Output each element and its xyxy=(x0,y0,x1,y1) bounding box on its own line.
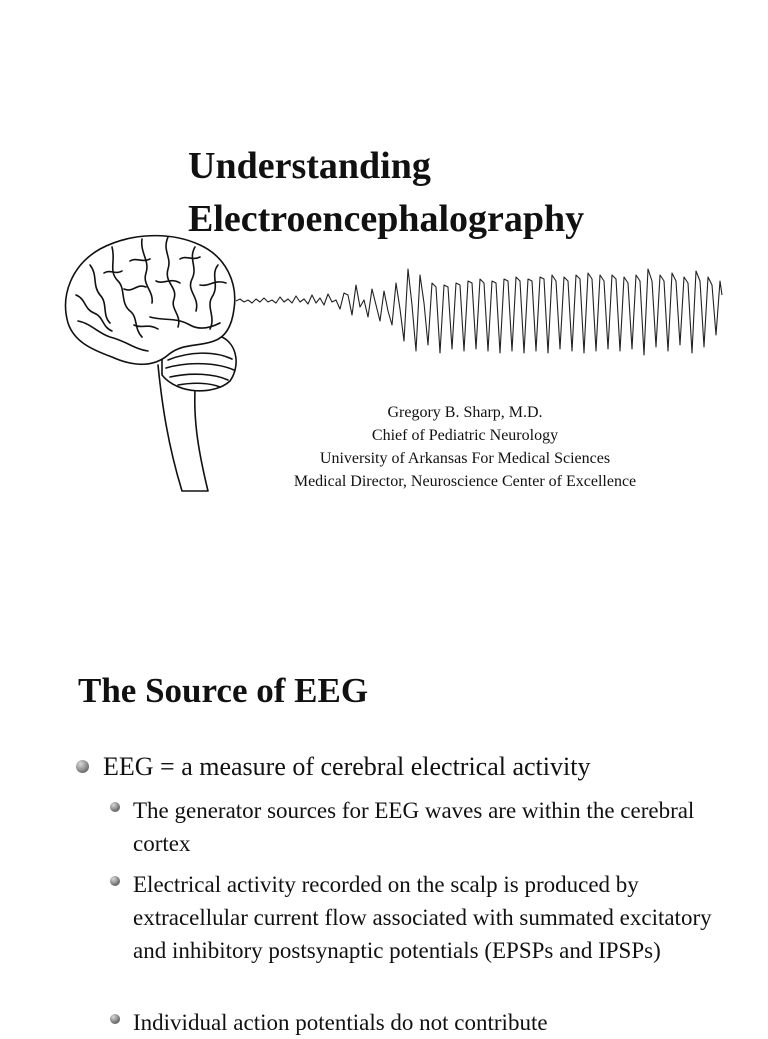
author-info xyxy=(240,401,690,493)
sub-bullet-3: Individual action potentials do not contribute xyxy=(133,1010,548,1035)
eeg-waveform xyxy=(236,269,722,355)
sub-bullet-2: Electrical activity recorded on the scalp is produced by extracellular current flow associated with summated excitatory and inhibitory postsynaptic potentials (EPSPs and IPSPs) xyxy=(133,872,712,963)
title-line-1: Understanding xyxy=(188,145,431,187)
bullet-icon xyxy=(110,802,120,812)
author-position: Chief of Pediatric Neurology xyxy=(371,427,559,444)
title-line-2: Electroencephalography xyxy=(188,198,585,240)
author-role: Medical Director, Neuroscience Center of Excellence xyxy=(293,473,637,490)
content-slide xyxy=(0,580,768,1035)
slide-heading: The Source of EEG xyxy=(78,671,369,710)
bullet-icon xyxy=(110,1014,120,1024)
author-name: Gregory B. Sharp, M.D. xyxy=(387,404,543,421)
brain-drawing xyxy=(66,236,237,491)
bullet-main: EEG = a measure of cerebral electrical activity xyxy=(103,752,591,781)
sub-bullet-1: The generator sources for EEG waves are within the cerebral cortex xyxy=(133,798,695,856)
bullet-icon xyxy=(76,760,89,773)
bullet-icon xyxy=(110,876,120,886)
author-institution: University of Arkansas For Medical Sciences xyxy=(319,450,611,467)
